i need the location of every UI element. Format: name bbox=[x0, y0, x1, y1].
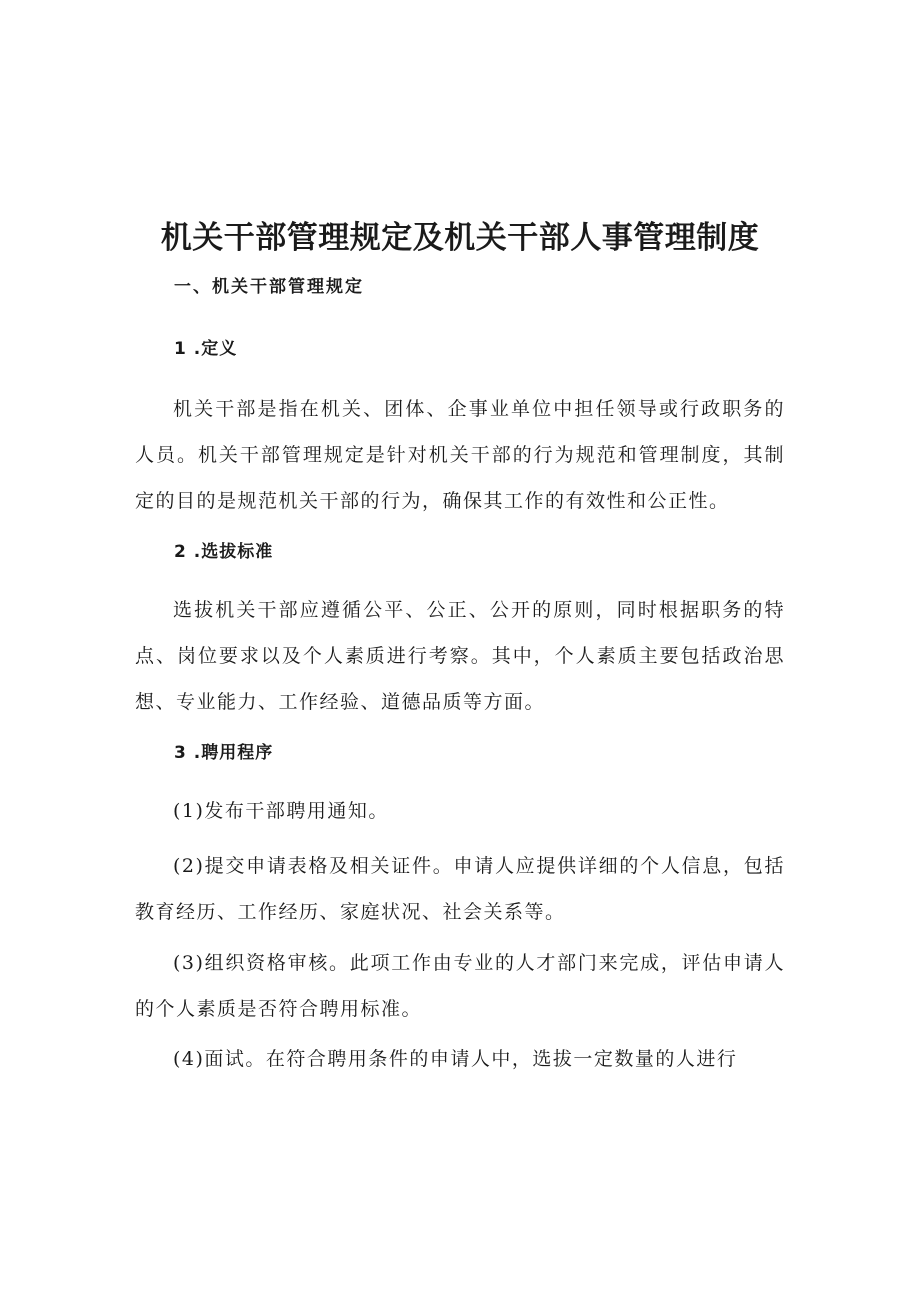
subheading-hiring-procedure: 3 .聘用程序 bbox=[174, 743, 274, 763]
document-title: 机关干部管理规定及机关干部人事管理制度 bbox=[160, 220, 760, 256]
section-heading: 一、机关干部管理规定 bbox=[174, 277, 364, 297]
procedure-step-3: (3)组织资格审核。此项工作由专业的人才部门来完成，评估申请人的个人素质是否符合聘用标准。 bbox=[135, 952, 785, 1020]
subheading-selection-criteria: 2 .选拔标准 bbox=[174, 542, 274, 562]
procedure-step-4: (4)面试。在符合聘用条件的申请人中，选拔一定数量的人进行 bbox=[173, 1048, 738, 1070]
procedure-step-1: (1)发布干部聘用通知。 bbox=[173, 800, 389, 822]
subheading-definition: 1 .定义 bbox=[174, 339, 238, 359]
paragraph-selection-criteria: 选拔机关干部应遵循公平、公正、公开的原则，同时根据职务的特点、岗位要求以及个人素质进行考察。其中，个人素质主要包括政治思想、专业能力、工作经验、道德品质等方面。 bbox=[135, 599, 785, 713]
paragraph-definition: 机关干部是指在机关、团体、企事业单位中担任领导或行政职务的人员。机关干部管理规定是针对机关干部的行为规范和管理制度，其制定的目的是规范机关干部的行为，确保其工作的有效性和公正性。 bbox=[135, 398, 785, 512]
procedure-step-2: (2)提交申请表格及相关证件。申请人应提供详细的个人信息，包括教育经历、工作经历、家庭状况、社会关系等。 bbox=[135, 855, 785, 923]
